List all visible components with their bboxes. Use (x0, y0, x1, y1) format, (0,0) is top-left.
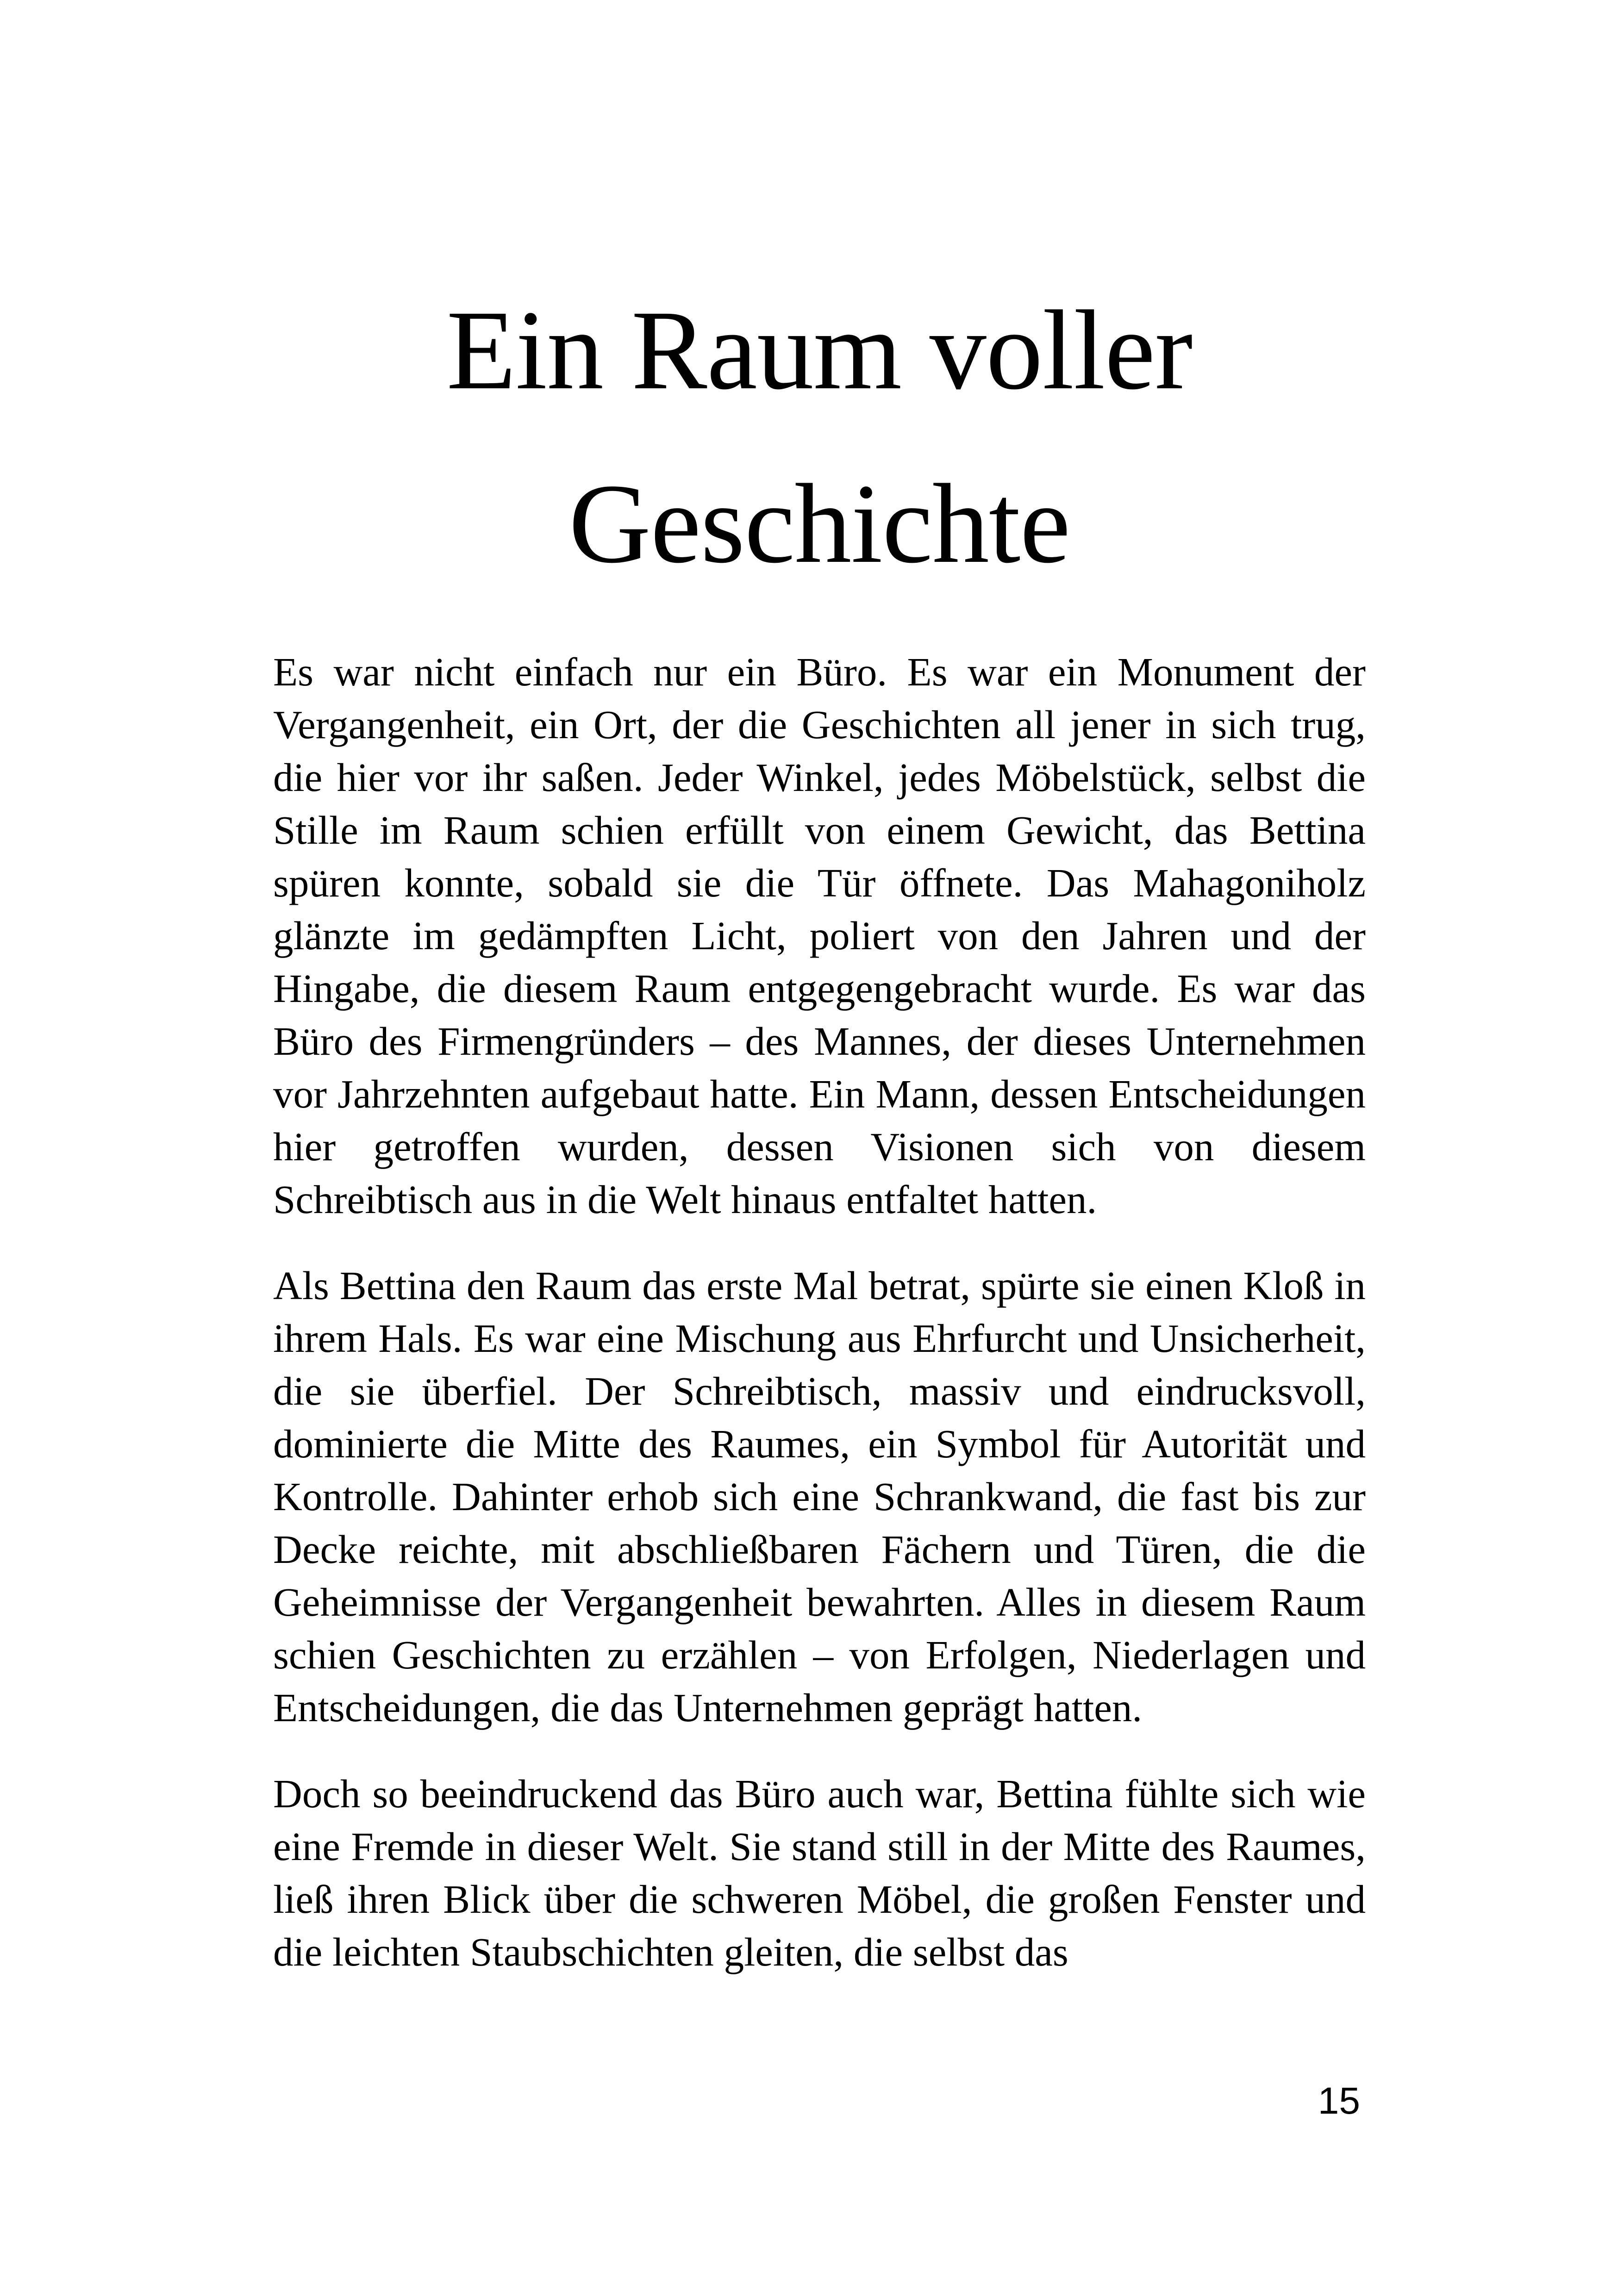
paragraph-3: Doch so beeindruckend das Büro auch war, Bettina fühlte sich wie eine Fremde in dieser Welt. Sie stand still in der Mitte des Raumes, ließ ihren Blick über die schweren Möbel, die großen Fenster und die leichten Staubschichten gleiten, die selbst das (273, 1771, 1366, 1974)
page-number: 15 (1318, 2080, 1360, 2122)
paragraph-1: Es war nicht einfach nur ein Büro. Es war ein Monument der Vergangenheit, ein Ort, der die Geschichten all jener in sich trug, die hier vor ihr saßen. Jeder Winkel, jedes Möbelstück, selbst die Stille im Raum schien erfüllt von einem Gewicht, das Bettina spüren konnte, sobald sie die Tür öffnete. Das Mahagoniholz glänzte im gedämpften Licht, poliert von den Jahren und der Hingabe, die diesem Raum entgegengebracht wurde. Es war das Büro des Firmengründers – des Mannes, der dieses Unternehmen vor Jahrzehnten aufgebaut hatte. Ein Mann, dessen Entscheidungen hier getroffen wurden, dessen Visionen sich von diesem Schreibtisch aus in die Welt hinaus entfaltet hatten. (273, 649, 1366, 1222)
chapter-title (273, 264, 1366, 611)
chapter-title-line-1: Ein Raum voller (446, 287, 1193, 413)
chapter-title-line-2: Geschichte (568, 461, 1070, 587)
paragraph-2: Als Bettina den Raum das erste Mal betrat, spürte sie einen Kloß in ihrem Hals. Es war eine Mischung aus Ehrfurcht und Unsicherheit, die sie überfiel. Der Schreibtisch, massiv und eindrucksvoll, dominierte die Mitte des Raumes, ein Symbol für Autorität und Kontrolle. Dahinter erhob sich eine Schrankwand, die fast bis zur Decke reichte, mit abschließbaren Fächern und Türen, die die Geheimnisse der Vergangenheit bewahrten. Alles in diesem Raum schien Geschichten zu erzählen – von Erfolgen, Niederlagen und Entscheidungen, die das Unternehmen geprägt hatten. (273, 1263, 1366, 1730)
body-text (273, 646, 1366, 2012)
